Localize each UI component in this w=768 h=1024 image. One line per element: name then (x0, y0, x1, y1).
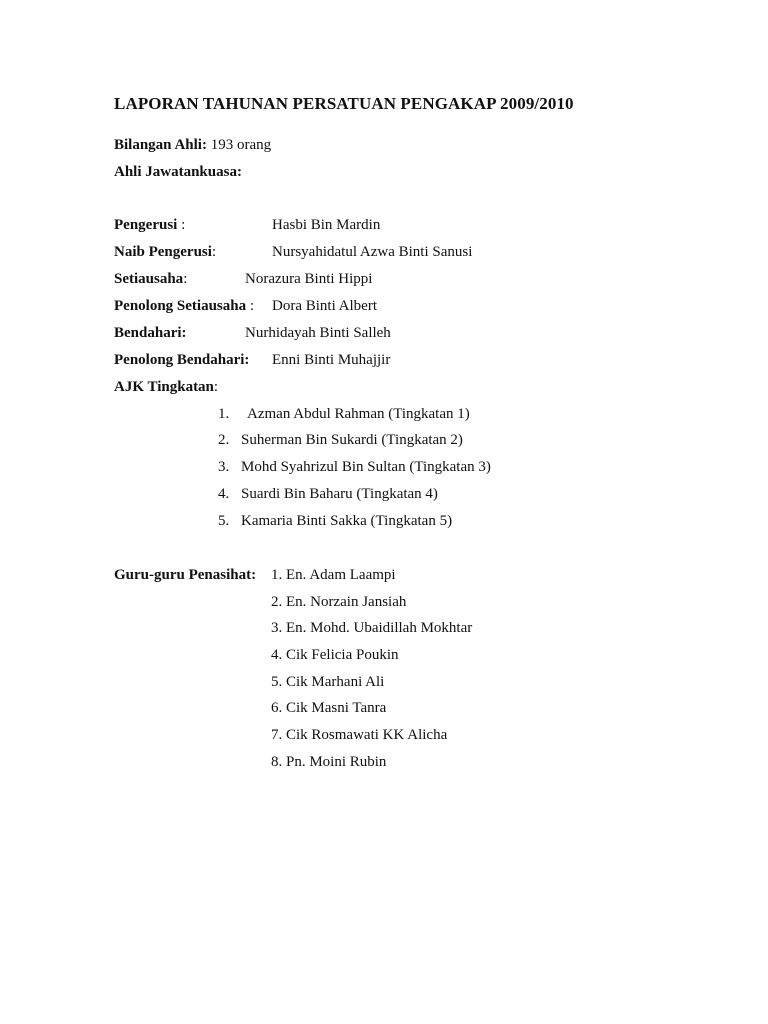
advisor-item: 7. Cik Rosmawati KK Alicha (271, 727, 448, 743)
officer-role-assistant-secretary: Penolong Setiausaha : (114, 298, 255, 314)
advisor-item: 5. Cik Marhani Ali (271, 674, 385, 690)
officer-name-treasurer: Nurhidayah Binti Salleh (245, 325, 391, 341)
form-committee-item: 4. Suardi Bin Baharu (Tingkatan 4) (218, 486, 438, 502)
advisors-label: Guru-guru Penasihat: (114, 567, 257, 583)
members-value: 193 orang (206, 137, 272, 153)
officer-name-vice-chairman: Nursyahidatul Azwa Binti Sanusi (272, 244, 473, 260)
members-line (114, 136, 271, 154)
form-committee-item: 1. Azman Abdul Rahman (Tingkatan 1) (218, 406, 470, 422)
officer-name-assistant-treasurer: Enni Binti Muhajjir (272, 352, 391, 368)
report-title: LAPORAN TAHUNAN PERSATUAN PENGAKAP 2009/2010 (114, 94, 574, 113)
form-committee-label: AJK Tingkatan: (114, 379, 219, 395)
officer-name-assistant-secretary: Dora Binti Albert (272, 298, 377, 314)
officer-role-secretary: Setiausaha: (114, 271, 188, 287)
committee-heading: Ahli Jawatankuasa: (114, 164, 242, 180)
officer-name-chairman: Hasbi Bin Mardin (272, 217, 381, 233)
form-committee-item: 3. Mohd Syahrizul Bin Sultan (Tingkatan 3) (218, 459, 491, 475)
officer-name-secretary: Norazura Binti Hippi (245, 271, 373, 287)
advisor-item: 3. En. Mohd. Ubaidillah Mokhtar (271, 620, 473, 636)
form-committee-item: 2. Suherman Bin Sukardi (Tingkatan 2) (218, 432, 463, 448)
officer-role-vice-chairman: Naib Pengerusi: (114, 244, 217, 260)
advisor-item: 1. En. Adam Laampi (271, 567, 396, 583)
officer-role-assistant-treasurer: Penolong Bendahari: (114, 352, 250, 368)
advisor-item: 6. Cik Masni Tanra (271, 700, 387, 716)
form-committee-item: 5. Kamaria Binti Sakka (Tingkatan 5) (218, 513, 453, 529)
advisor-item: 2. En. Norzain Jansiah (271, 594, 407, 610)
officer-role-chairman: Pengerusi : (114, 217, 186, 233)
advisor-item: 4. Cik Felicia Poukin (271, 647, 399, 663)
officer-role-treasurer: Bendahari: (114, 325, 187, 341)
advisor-item: 8. Pn. Moini Rubin (271, 754, 387, 770)
members-label: Bilangan Ahli: (114, 137, 207, 153)
